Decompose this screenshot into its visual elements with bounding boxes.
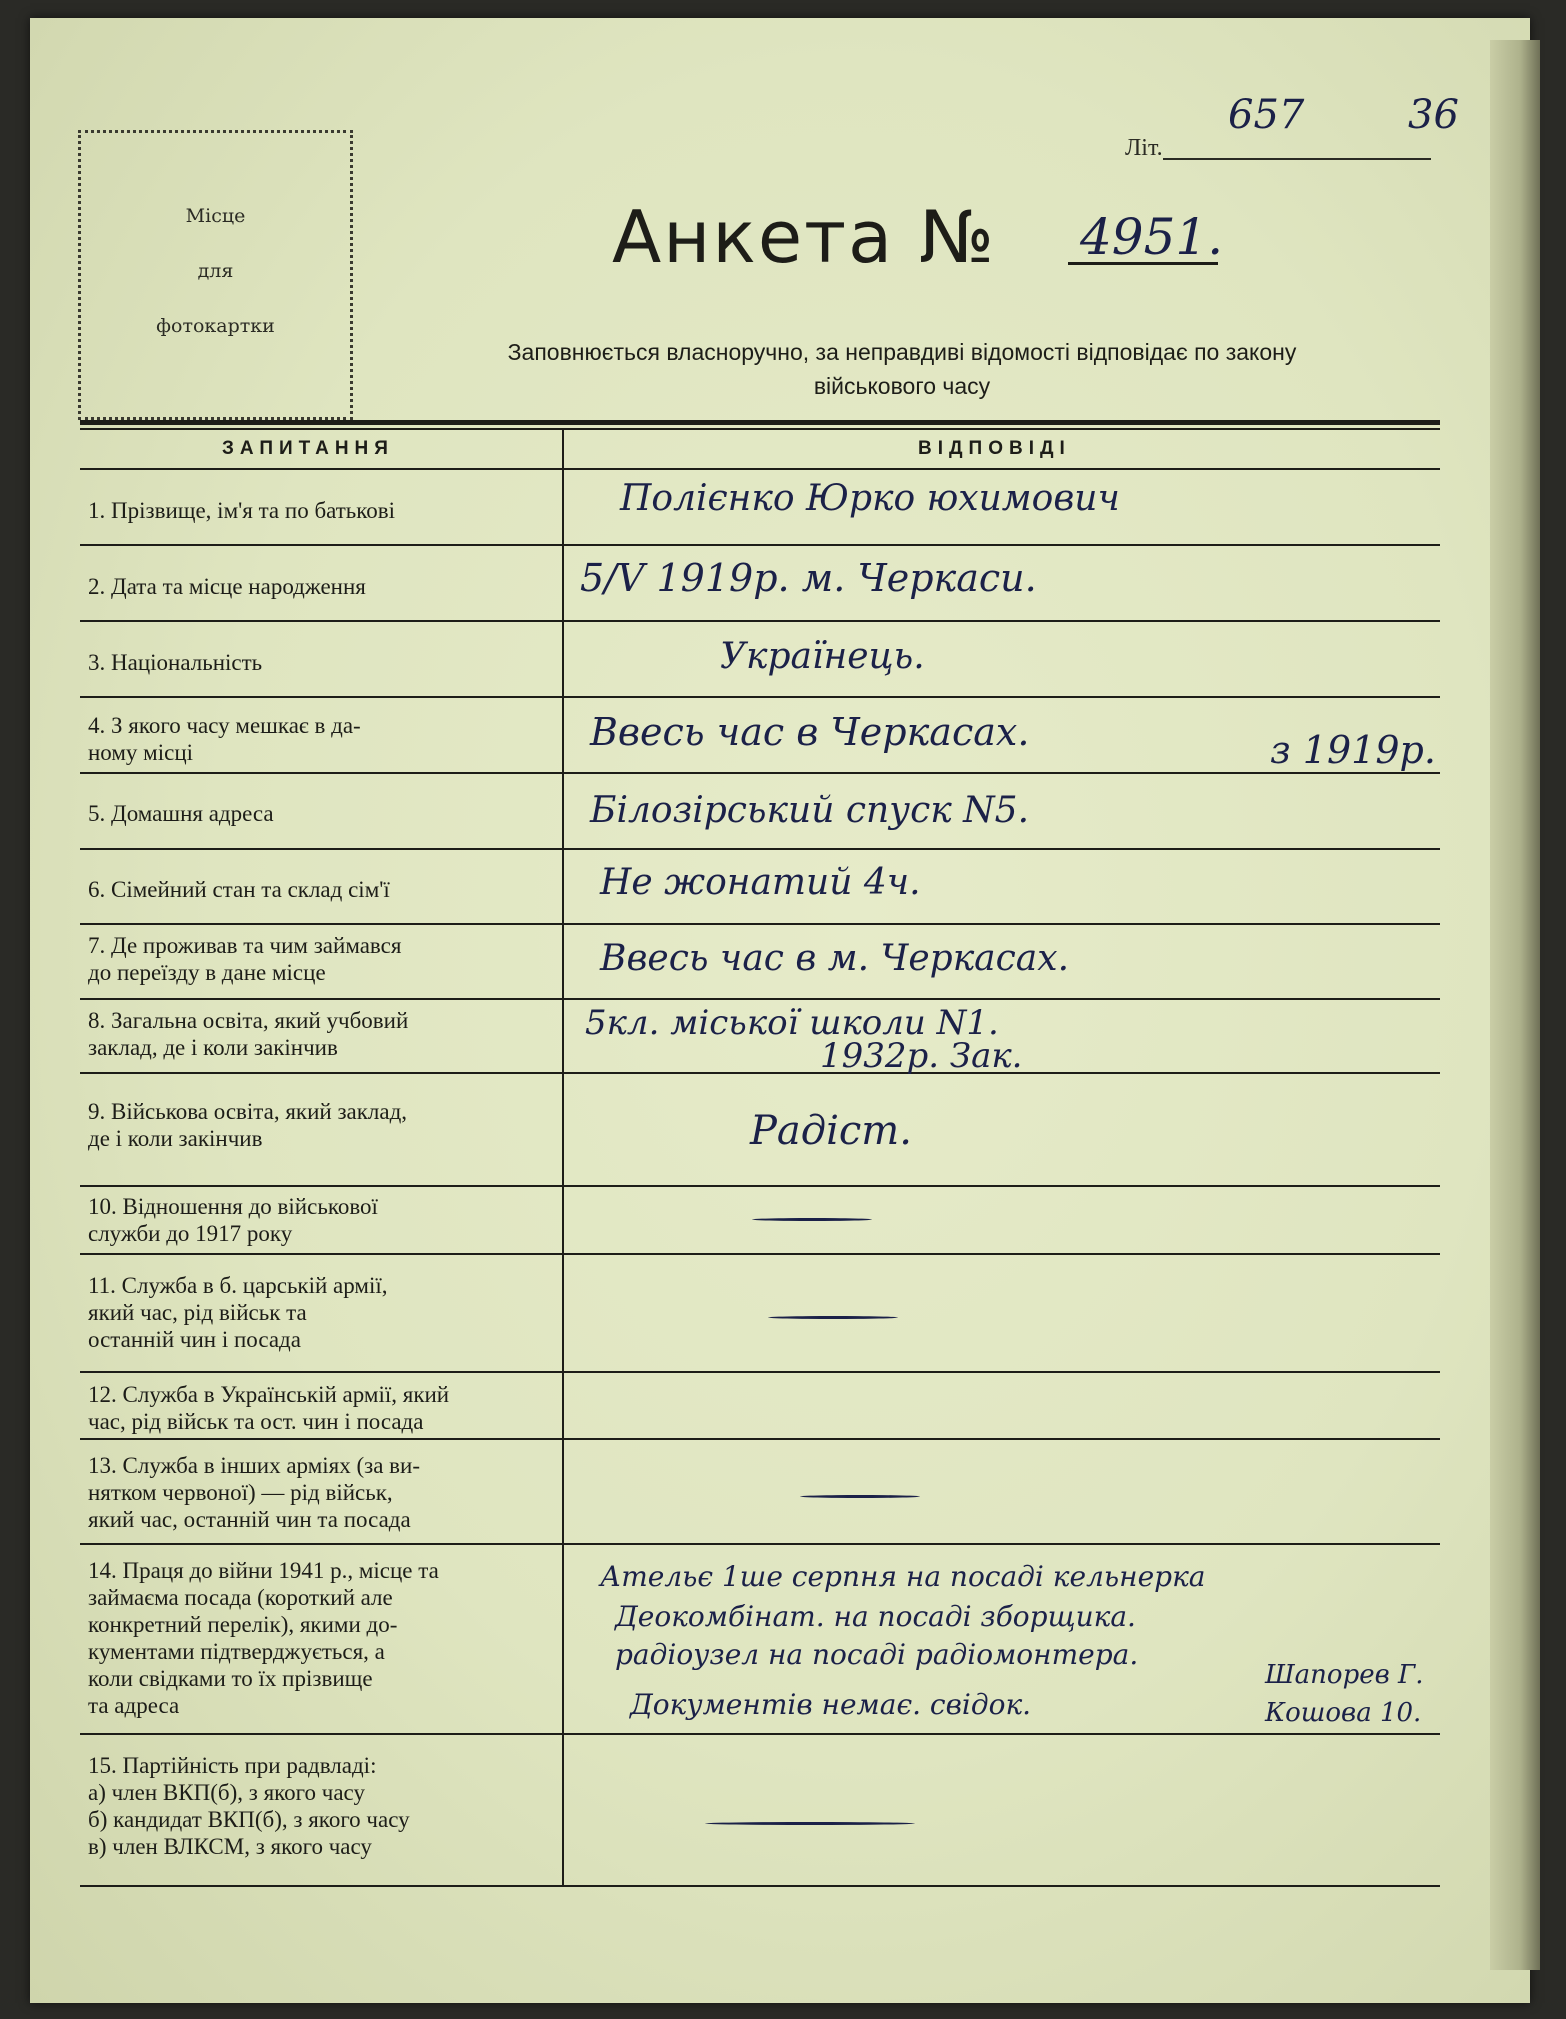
answer-2-handwritten: 5/V 1919р. м. Черкаси. [580, 556, 1037, 600]
row-rule [80, 772, 1440, 774]
row-rule [80, 696, 1440, 698]
answer-14-witness-address-handwritten: Кошова 10. [1265, 1698, 1422, 1728]
question-14-line: 14. Праця до війни 1941 р., місце та [88, 1558, 439, 1583]
question-15-line: б) кандидат ВКП(б), з якого часу [88, 1807, 410, 1832]
answer-14-line-1-handwritten: Ательє 1ше серпня на посаді кельнерка [600, 1560, 1206, 1593]
row-rule [80, 923, 1440, 925]
row-rule [80, 620, 1440, 622]
question-11-line: який час, рід військ та [88, 1300, 307, 1325]
question-9 [88, 1098, 558, 1152]
question-15-line: а) член ВКП(б), з якого часу [88, 1780, 365, 1805]
question-15-line: 15. Партійність при радвладі: [88, 1753, 377, 1778]
photo-box-line-1: Місце [185, 205, 246, 227]
row-rule [80, 998, 1440, 1000]
column-divider [562, 430, 564, 1885]
question-9-line: 9. Військова освіта, який заклад, [88, 1099, 408, 1124]
question-14-line: конкретний перелік), якими до- [88, 1612, 398, 1637]
row-rule [80, 1438, 1440, 1440]
form-subtitle [392, 335, 1412, 403]
question-13 [88, 1452, 558, 1533]
answer-15-dash [705, 1822, 915, 1825]
form-number-handwritten: 4951. [1080, 208, 1224, 266]
question-8-line: заклад, де і коли закінчив [88, 1035, 338, 1060]
question-13-line: 13. Служба в інших арміях (за ви- [88, 1453, 421, 1478]
question-12-line: 12. Служба в Українській армії, який [88, 1382, 450, 1407]
question-5 [88, 800, 558, 827]
table-top-rule [80, 420, 1440, 425]
row-rule [80, 1253, 1440, 1255]
answer-3-handwritten: Українець. [720, 636, 925, 677]
page-edge [1490, 40, 1540, 1970]
question-6-line: 6. Сімейний стан та склад сім'ї [88, 877, 390, 902]
row-rule [80, 1072, 1440, 1074]
question-5-line: 5. Домашня адреса [88, 801, 274, 826]
question-1 [88, 497, 558, 524]
question-3 [88, 649, 558, 676]
question-2 [88, 573, 558, 600]
row-rule [80, 544, 1440, 546]
answer-8-handwritten: 5кл. міської школи N1. [585, 1003, 999, 1043]
question-14 [88, 1557, 558, 1719]
answer-7-handwritten: Ввесь час в м. Черкасах. [600, 938, 1070, 979]
question-10 [88, 1193, 558, 1247]
photo-placeholder-box [78, 130, 353, 420]
question-6 [88, 876, 558, 903]
question-2-line: 2. Дата та місце народження [88, 574, 366, 599]
photo-box-line-3: фотокартки [156, 315, 275, 337]
answer-14-line-3-handwritten: радіоузел на посаді радіомонтера. [615, 1638, 1139, 1671]
question-15 [88, 1752, 558, 1860]
question-10-line: служби до 1917 року [88, 1221, 293, 1246]
subtitle-line-1: Заповнюється власноручно, за неправдиві відомості відповідає по закону [507, 339, 1297, 365]
question-7-line: до переїзду в дане місце [88, 960, 326, 985]
answer-8b-handwritten: 1932р. Зак. [820, 1036, 1023, 1076]
answer-13-dash [800, 1495, 920, 1498]
answer-1-handwritten: Полієнко Юрко юхимович [620, 478, 1120, 519]
answer-14-witness-name-handwritten: Шапорев Г. [1265, 1660, 1424, 1690]
question-14-line: та адреса [88, 1693, 180, 1718]
lit-number-handwritten: 657 [1228, 92, 1305, 138]
question-13-line: нятком червоної) — рід військ, [88, 1480, 393, 1505]
row-rule [80, 1733, 1440, 1735]
table-bottom-rule [80, 1885, 1440, 1887]
lit-label: Літ. [1125, 135, 1163, 161]
question-7-line: 7. Де проживав та чим займався [88, 933, 402, 958]
question-12-line: час, рід військ та ост. чин і посада [88, 1409, 424, 1434]
answer-14-line-2-handwritten: Деокомбінат. на посаді зборщика. [615, 1600, 1136, 1633]
table-top-rule-thin [80, 428, 1440, 430]
question-15-line: в) член ВЛКСМ, з якого часу [88, 1834, 372, 1859]
question-14-line: кументами підтверджується, а [88, 1639, 385, 1664]
form-title: Анкета № [612, 195, 996, 279]
lit-underline [1163, 158, 1431, 160]
header-rule [80, 468, 1440, 470]
photo-box-line-2: для [197, 260, 234, 282]
question-11-line: 11. Служба в б. царській армії, [88, 1273, 388, 1298]
row-rule [80, 1543, 1440, 1545]
question-3-line: 3. Національність [88, 650, 263, 675]
question-13-line: який час, останній чин та посада [88, 1507, 411, 1532]
answer-6-handwritten: Не жонатий 4ч. [600, 862, 921, 903]
answer-10-dash [752, 1218, 872, 1221]
question-1-line: 1. Прізвище, ім'я та по батькові [88, 498, 396, 523]
question-12 [88, 1381, 558, 1435]
answer-11-dash [768, 1316, 898, 1319]
question-8 [88, 1007, 558, 1061]
row-rule [80, 1371, 1440, 1373]
column-header-answers: ВІДПОВІДІ [918, 438, 1071, 459]
question-9-line: де і коли закінчив [88, 1126, 263, 1151]
question-8-line: 8. Загальна освіта, який учбовий [88, 1008, 409, 1033]
question-14-line: коли свідками то їх прізвище [88, 1666, 373, 1691]
question-11-line: останній чин і посада [88, 1327, 301, 1352]
answer-4b-handwritten: з 1919р. [1270, 728, 1436, 772]
lit-page-handwritten: 36 [1408, 92, 1459, 138]
question-10-line: 10. Відношення до військової [88, 1194, 378, 1219]
question-4-line: 4. З якого часу мешкає в да- [88, 713, 361, 738]
answer-9-handwritten: Радіст. [750, 1108, 912, 1154]
subtitle-line-2: військового часу [813, 373, 991, 399]
question-4-line: ному місці [88, 740, 194, 765]
answer-4-handwritten: Ввесь час в Черкасах. [590, 710, 1030, 754]
row-rule [80, 1185, 1440, 1187]
question-11 [88, 1272, 558, 1353]
row-rule [80, 848, 1440, 850]
column-header-questions: ЗАПИТАННЯ [222, 438, 394, 459]
answer-14-line-4-handwritten: Документів немає. свідок. [630, 1688, 1032, 1721]
question-14-line: займаєма посада (короткий але [88, 1585, 393, 1610]
question-7 [88, 932, 558, 986]
answer-5-handwritten: Білозірський спуск N5. [590, 790, 1030, 831]
question-4 [88, 712, 558, 766]
